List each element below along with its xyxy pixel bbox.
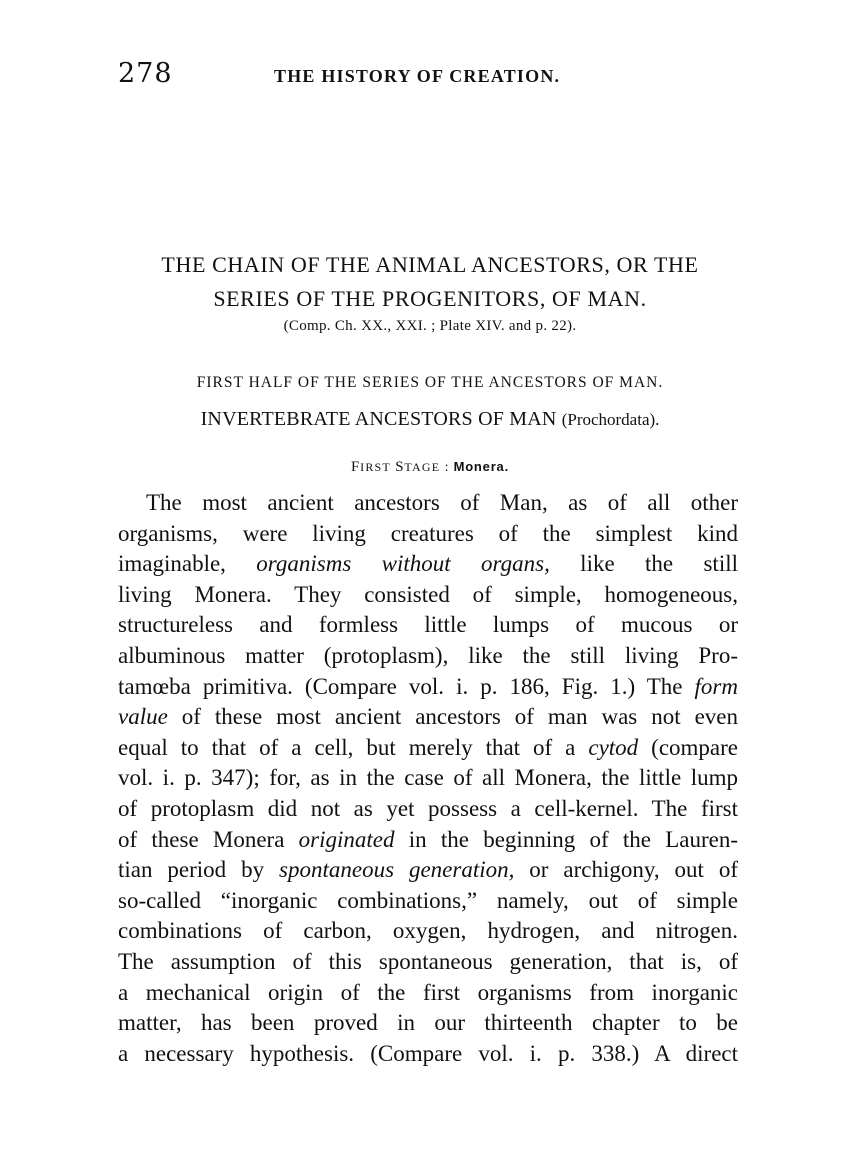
section-title: [60, 408, 800, 431]
stage-word-1-cap: F: [350, 459, 361, 475]
text-line: [118, 580, 738, 611]
text-line: [118, 825, 738, 856]
stage-word-1-rest: IRST: [360, 460, 391, 474]
text-line: [118, 733, 738, 764]
stage-title: [60, 459, 800, 476]
text-line: [118, 886, 738, 917]
text-run: or archigony, out of: [514, 857, 738, 883]
text-line: [118, 947, 738, 978]
body-paragraph: [118, 488, 738, 1069]
italic-run: value: [118, 704, 168, 730]
stage-word-2-cap: S: [395, 459, 405, 475]
text-line: [118, 519, 738, 550]
stage-name: Monera.: [453, 459, 510, 474]
stage-word-2-rest: TAGE: [404, 460, 441, 474]
chapter-title: [60, 248, 800, 316]
text-run: like the still: [549, 551, 738, 577]
text-line: [118, 794, 738, 825]
text-run: structureless and formless little lumps of mucous or: [118, 612, 738, 638]
chapter-title-line-2: SERIES OF THE PROGENITORS, OF MAN.: [213, 286, 647, 311]
italic-run: form: [694, 673, 738, 699]
text-run: of protoplasm did not as yet possess a cell-kernel. The first: [118, 795, 738, 821]
text-line: [118, 1039, 738, 1070]
text-run: combinations of carbon, oxygen, hydrogen, and nitrogen.: [118, 918, 738, 944]
text-run: of these most ancient ancestors of man was not even: [167, 704, 738, 730]
text-run: tamœba primitiva. (Compare vol. i. p. 186, Fig. 1.) The: [118, 673, 695, 699]
section-subtitle-text: (Prochordata).: [561, 410, 660, 429]
text-line: [118, 610, 738, 641]
text-run: imaginable,: [118, 551, 257, 577]
text-run: in the beginning of the Lauren-: [394, 826, 738, 852]
italic-run: originated: [298, 826, 395, 852]
text-line: [118, 855, 738, 886]
text-run: vol. i. p. 347); for, as in the case of all Monera, the little lump: [118, 765, 738, 791]
text-line: [118, 549, 738, 580]
text-line: [118, 978, 738, 1009]
section-title-sub: [562, 410, 660, 429]
text-line: [118, 916, 738, 947]
text-run: a necessary hypothesis. (Compare vol. i. p. 338.) A direct: [118, 1040, 738, 1066]
text-run: equal to that of a cell, but merely that of a: [118, 734, 589, 760]
text-run: The most ancient ancestors of Man, as of all other: [146, 490, 738, 515]
text-run: The assumption of this spontaneous generation, that is, of: [118, 948, 738, 974]
text-run: matter, has been proved in our thirteenth chapter to be: [118, 1010, 738, 1036]
text-run: albuminous matter (protoplasm), like the still living Pro-: [118, 642, 738, 668]
page-number: 278: [118, 58, 173, 89]
running-head: [118, 58, 738, 94]
text-run: a mechanical origin of the first organisms from inorganic: [118, 979, 738, 1005]
text-line: [118, 1008, 738, 1039]
stage-colon: :: [440, 460, 454, 475]
half-title: FIRST HALF OF THE SERIES OF THE ANCESTORS OF MAN.: [196, 374, 664, 391]
chapter-title-line-1: THE CHAIN OF THE ANIMAL ANCESTORS, OR THE: [161, 252, 699, 277]
text-run: living Monera. They consisted of simple, homogeneous,: [118, 581, 738, 607]
text-line: [118, 702, 738, 733]
text-line: [118, 672, 738, 703]
text-run: so-called “inorganic combinations,” namely, out of simple: [118, 887, 738, 913]
text-line: [118, 488, 738, 519]
running-title: THE HISTORY OF CREATION.: [274, 66, 561, 86]
text-run: tian period by: [118, 857, 280, 883]
text-run: of these Monera: [118, 826, 299, 852]
text-line: [118, 763, 738, 794]
text-run: organisms, were living creatures of the simplest kind: [118, 520, 738, 546]
italic-run: organisms without organs,: [256, 551, 550, 577]
chapter-reference: (Comp. Ch. XX., XXI. ; Plate XIV. and p. 22).: [283, 318, 577, 334]
text-run: (compare: [638, 734, 738, 760]
text-line: [118, 641, 738, 672]
italic-run: cytod: [588, 734, 639, 760]
section-title-main: INVERTEBRATE ANCESTORS OF MAN: [200, 408, 557, 430]
italic-run: spontaneous generation,: [279, 857, 515, 883]
